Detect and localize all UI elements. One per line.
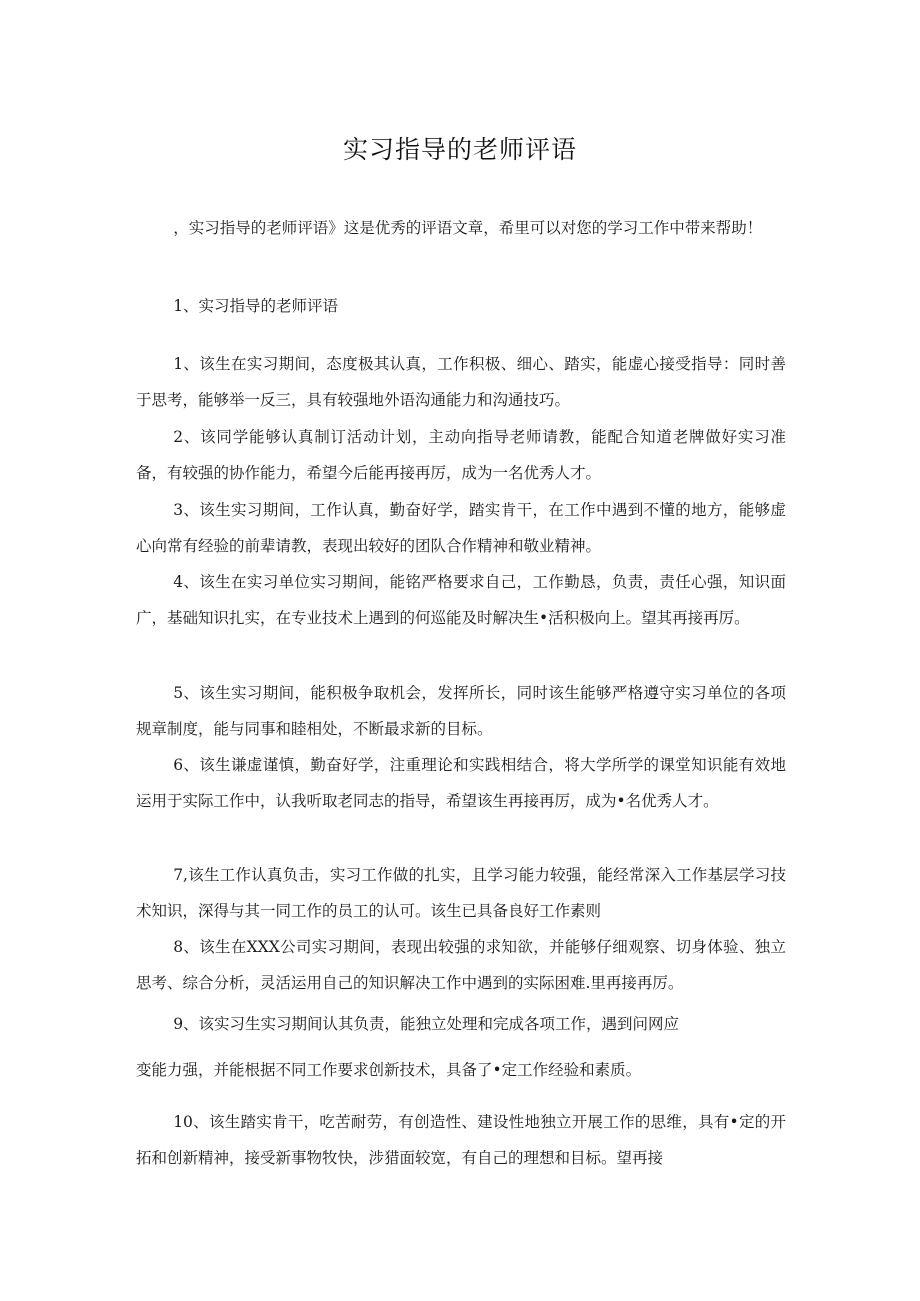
comment-item-4: 4、该生在实习单位实习期间，能铭严格要求自己，工作勤恳，负责，责任心强，知识面广，基础知识扎实，在专业技术上遇到的何巡能及时解决生•活积极向上。望其再接再厉。 — [136, 573, 786, 627]
comment-item-5: 5、该生实习期间，能积极争取机会，发挥所长，同时该生能够严格遵守实习单位的各项规章制度，能与同事和睦相处，不断最求新的目标。 — [136, 684, 786, 738]
page-title: 实习指导的老师评语 — [342, 135, 577, 164]
intro-paragraph: ，实习指导的老师评语》这是优秀的评语文章，希里可以对您的学习工作中带来帮助！ — [173, 219, 763, 237]
comment-item-6: 6、该生谦虚谨慎，勤奋好学，注重理论和实践相结合，将大学所学的课堂知识能有效地运用于实际工作中，认我听取老同志的指导，希望该生再接再厉，成为•名优秀人才。 — [136, 756, 786, 810]
comment-item-9-continued: 变能力强，并能根据不同工作要求创新技术，具备了•定工作经验和素质。 — [136, 1061, 642, 1079]
comment-item-2: 2、该同学能够认真制订活动计划，主动向指导老师请教，能配合知道老牌做好实习准备，有较强的协作能力，希望今后能再接再厉，成为一名优秀人才。 — [136, 428, 786, 482]
comment-item-10: 10、该生踏实肯干，吃苦耐劳，有创造性、建设性地独立开展工作的思维，具有•定的开拓和创新精神，接受新事物牧快，涉猎面较宽，有自己的理想和目标。望再接 — [136, 1113, 786, 1167]
section-heading: 1、实习指导的老师评语 — [173, 297, 339, 315]
comment-item-9: 9、该实习生实习期间认其负责，能独立处理和完成各项工作，遇到问网应 — [173, 1015, 680, 1033]
comment-item-8: 8、该生在XXX公司实习期间，表现出较强的求知欲，并能够仔细观察、切身体验、独立思考、综合分析，灵活运用自己的知识解决工作中遇到的实际困难.里再接再厉。 — [136, 938, 786, 992]
comment-item-1: 1、该生在实习期间，态度极其认真，工作积极、细心、踏实，能虚心接受指导：同时善于思考，能够举一反三，具有较强地外语沟通能力和沟通技巧。 — [136, 355, 786, 409]
comment-item-7: 7,该生工作认真负击，实习工作做的扎实，且学习能力较强，能经常深入工作基层学习技术知识，深得与其一同工作的员工的认可。该生已具备良好工作素则 — [136, 866, 786, 920]
comment-item-3: 3、该生实习期间，工作认真，勤奋好学，踏实肯干，在工作中遇到不懂的地方，能够虚心向常有经验的前辈请教，表现出较好的团队合作精神和敬业精神。 — [136, 501, 786, 555]
